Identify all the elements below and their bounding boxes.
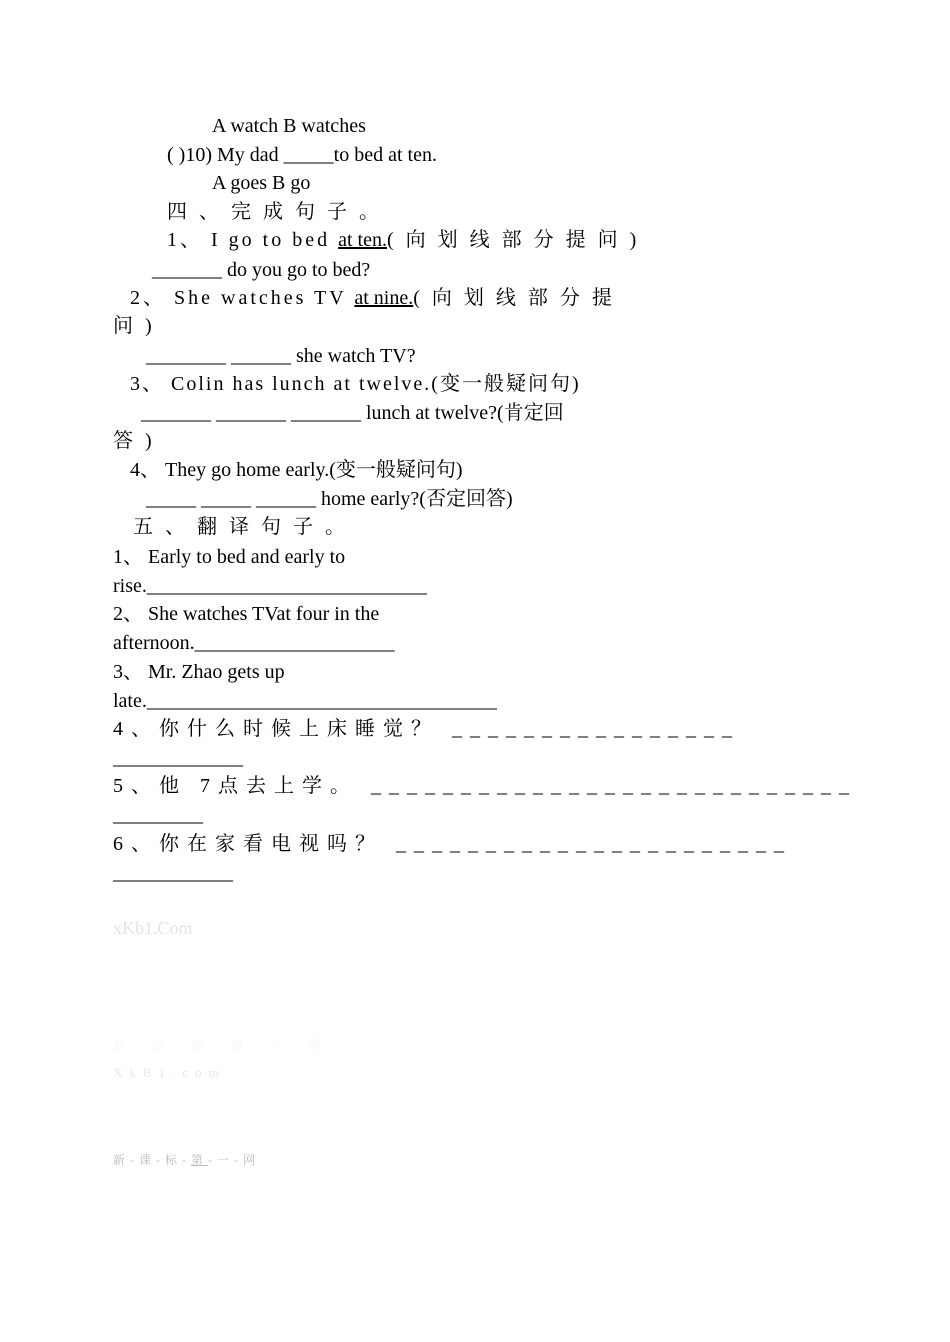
s4-item-2 (130, 286, 624, 310)
section-4-title: 四、完成句子。 (167, 201, 391, 223)
s4-item-4-answer[interactable]: _____ _____ ______ home early?(否定回答) (146, 488, 513, 510)
q10-blank[interactable]: _____ (283, 144, 334, 166)
t5-answer-cont[interactable]: _________ (113, 804, 203, 826)
t1-question: 1、 Early to bed and early to (113, 546, 346, 568)
watermark-footer (113, 1151, 260, 1168)
t4-question[interactable]: 4、你什么时候上床睡觉？ ________________ (113, 718, 740, 740)
s4-item-2-answer[interactable]: ________ ______ she watch TV? (146, 345, 416, 367)
t6-answer-cont[interactable]: ____________ (113, 862, 233, 884)
t1-answer[interactable]: rise.____________________________ (113, 575, 427, 597)
watermark-footer-link[interactable]: 第 (191, 1153, 209, 1167)
s4-item-3-answer[interactable]: _______ _______ _______ lunch at twelve?(肯定回 (141, 402, 564, 424)
t3-answer[interactable]: late.___________________________________ (113, 690, 497, 712)
q10-question (167, 143, 437, 167)
t4-answer-cont[interactable]: _____________ (113, 747, 243, 769)
s4-item-2-instruction-cont: 问) (113, 315, 164, 337)
section-5-title: 五、翻译句子。 (133, 516, 357, 538)
q9-options: A watch B watches (212, 115, 366, 137)
s4-item-1-answer[interactable]: _______ do you go to bed? (152, 259, 371, 281)
t5-question[interactable]: 5、他 7点去上学。 ___________________________ (113, 775, 857, 797)
watermark-xkb1: xKb1.Com (113, 918, 193, 938)
q10-suffix: to bed at ten. (333, 144, 437, 166)
watermark-footer-post: -一-网 (208, 1153, 261, 1167)
s4-item-1-text: 1、 I go to bed (167, 229, 339, 251)
watermark-faint-latin: XkB1.com (113, 1065, 226, 1080)
watermark-faint-chinese: 新课标第一网 (113, 1038, 348, 1053)
s4-item-2-instruction: (向划线部分提 (413, 287, 624, 309)
s4-item-3: 3、 Colin has lunch at twelve.(变一般疑问句) (130, 373, 581, 395)
t2-question: 2、 She watches TVat four in the (113, 603, 380, 625)
watermark-footer-pre: 新-课-标- (113, 1153, 191, 1167)
q10-prefix: ( )10) My dad (167, 144, 284, 166)
s4-item-3-answer-cont: 答) (113, 430, 164, 452)
t6-question[interactable]: 6、你在家看电视吗？ ______________________ (113, 833, 792, 855)
q10-options: A goes B go (212, 172, 311, 194)
t2-answer[interactable]: afternoon.____________________ (113, 632, 395, 654)
t3-question: 3、 Mr. Zhao gets up (113, 661, 285, 683)
s4-item-1-instruction: (向划线部分提问) (386, 229, 649, 251)
s4-item-2-underlined: at nine. (354, 287, 414, 309)
s4-item-2-text: 2、 She watches TV (130, 287, 355, 309)
s4-item-4: 4、 They go home early.(变一般疑问句) (130, 459, 463, 481)
s4-item-1 (167, 228, 648, 252)
s4-item-1-underlined: at ten. (338, 229, 387, 251)
